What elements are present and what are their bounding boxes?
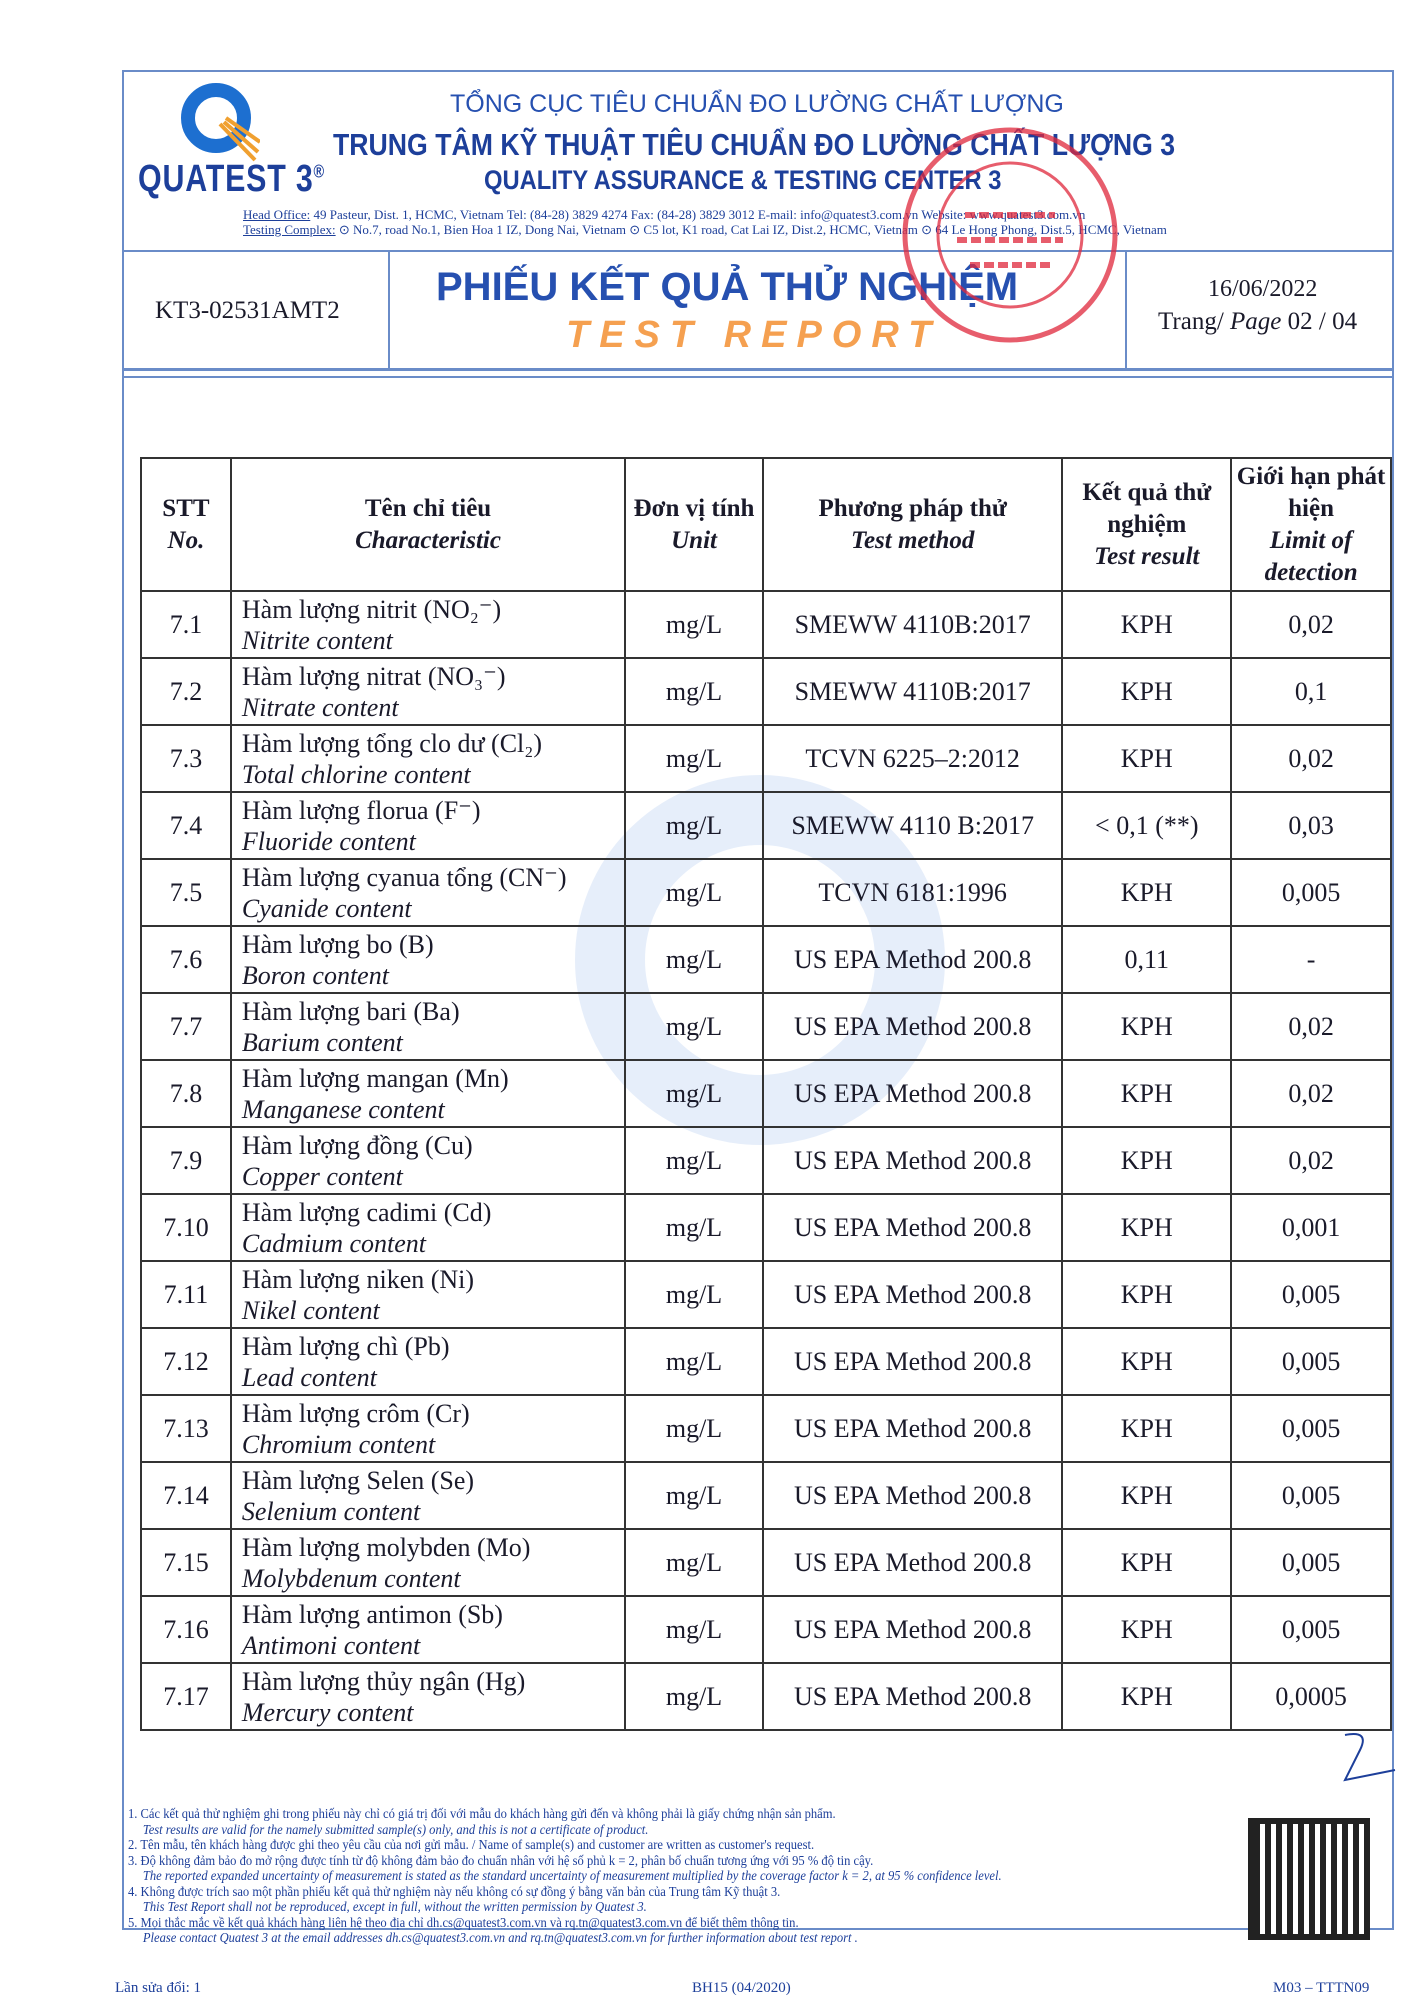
unit: mg/L xyxy=(625,1261,763,1328)
limit-of-detection: 0,001 xyxy=(1231,1194,1391,1261)
results-table xyxy=(140,457,1392,1731)
test-method: US EPA Method 200.8 xyxy=(763,1663,1063,1730)
characteristic: Hàm lượng antimon (Sb) Antimoni content xyxy=(231,1596,625,1663)
test-method: US EPA Method 200.8 xyxy=(763,993,1063,1060)
row-number: 7.6 xyxy=(141,926,231,993)
limit-of-detection: 0,005 xyxy=(1231,1328,1391,1395)
table-row xyxy=(141,1194,1391,1261)
characteristic: Hàm lượng bo (B) Boron content xyxy=(231,926,625,993)
limit-of-detection: 0,005 xyxy=(1231,1261,1391,1328)
unit: mg/L xyxy=(625,1194,763,1261)
limit-of-detection: 0,02 xyxy=(1231,591,1391,658)
characteristic: Hàm lượng tổng clo dư (Cl₂) Total chlorine content xyxy=(231,725,625,792)
table-row xyxy=(141,1127,1391,1194)
doc-code: M03 – TTTN09 xyxy=(1273,1980,1370,1996)
limit-of-detection: 0,005 xyxy=(1231,1596,1391,1663)
row-number: 7.7 xyxy=(141,993,231,1060)
column-header: Tên chỉ tiêu Characteristic xyxy=(231,458,625,591)
note-item: 3. Độ không đảm bảo đo mở rộng được tính từ độ không đảm bảo đo chuẩn nhân với hệ số phủ k = 2, phân bố chuẩn tương ứng với 95 % độ tin cậy. The reported expanded uncertainty of measurement is stated as the standard uncertainty of measurement multiplied by the coverage factor k = 2, at 95 % confidence level. xyxy=(128,1852,1002,1883)
characteristic: Hàm lượng Selen (Se) Selenium content xyxy=(231,1462,625,1529)
test-result: KPH xyxy=(1062,725,1231,792)
org-line2: TRUNG TÂM KỸ THUẬT TIÊU CHUẨN ĐO LƯỜNG CHẤT LƯỢNG 3 xyxy=(333,127,1176,162)
limit-of-detection: 0,005 xyxy=(1231,1529,1391,1596)
title-en: TEST REPORT xyxy=(566,314,942,356)
unit: mg/L xyxy=(625,859,763,926)
test-result: KPH xyxy=(1062,1261,1231,1328)
limit-of-detection: - xyxy=(1231,926,1391,993)
test-method: US EPA Method 200.8 xyxy=(763,926,1063,993)
characteristic: Hàm lượng chì (Pb) Lead content xyxy=(231,1328,625,1395)
stamp-icon xyxy=(895,120,1125,350)
qr-code xyxy=(1248,1818,1370,1940)
note-item: 4. Không được trích sao một phần phiếu kết quả thử nghiệm này nếu không có sự đồng ý bằng văn bản của Trung tâm Kỹ thuật 3. This Test Report shall not be reproduced, except in full, without the written permission by Quatest 3. xyxy=(128,1883,781,1914)
column-header: Kết quả thử nghiệm Test result xyxy=(1062,458,1231,591)
characteristic: Hàm lượng molybden (Mo) Molybdenum content xyxy=(231,1529,625,1596)
table-row xyxy=(141,859,1391,926)
characteristic: Hàm lượng cadimi (Cd) Cadmium content xyxy=(231,1194,625,1261)
table-row xyxy=(141,1395,1391,1462)
limit-of-detection: 0,03 xyxy=(1231,792,1391,859)
table-row xyxy=(141,725,1391,792)
table-row xyxy=(141,926,1391,993)
unit: mg/L xyxy=(625,1127,763,1194)
row-number: 7.9 xyxy=(141,1127,231,1194)
column-header: Đơn vị tính Unit xyxy=(625,458,763,591)
table-row xyxy=(141,591,1391,658)
test-method: TCVN 6181:1996 xyxy=(763,859,1063,926)
row-number: 7.11 xyxy=(141,1261,231,1328)
test-result: KPH xyxy=(1062,658,1231,725)
unit: mg/L xyxy=(625,1328,763,1395)
title-vn: PHIẾU KẾT QUẢ THỬ NGHIỆM xyxy=(436,265,1019,309)
test-method: US EPA Method 200.8 xyxy=(763,1328,1063,1395)
test-result: KPH xyxy=(1062,1194,1231,1261)
test-method: TCVN 6225–2:2012 xyxy=(763,725,1063,792)
report-code: KT3-02531AMT2 xyxy=(155,297,340,324)
test-result: KPH xyxy=(1062,1663,1231,1730)
unit: mg/L xyxy=(625,1663,763,1730)
row-number: 7.15 xyxy=(141,1529,231,1596)
revision: Lần sửa đổi: 1 xyxy=(115,1980,202,1996)
note-item: 5. Mọi thắc mắc về kết quả khách hàng liên hệ theo địa chỉ dh.cs@quatest3.com.vn và rq.tn@quatest3.com.vn để biết thêm thông tin. Please contact Quatest 3 at the email addresses dh.cs@quatest3.com.vn and rq.tn@quatest3.com.vn for further information about test report . xyxy=(128,1914,858,1945)
limit-of-detection: 0,02 xyxy=(1231,725,1391,792)
test-method: US EPA Method 200.8 xyxy=(763,1127,1063,1194)
test-method: US EPA Method 200.8 xyxy=(763,1194,1063,1261)
unit: mg/L xyxy=(625,591,763,658)
row-number: 7.4 xyxy=(141,792,231,859)
note-item: 2. Tên mẫu, tên khách hàng được ghi theo yêu cầu của nơi gửi mẫu. / Name of sample(s) and customer are written as customer's request. xyxy=(128,1837,815,1852)
characteristic: Hàm lượng crôm (Cr) Chromium content xyxy=(231,1395,625,1462)
characteristic: Hàm lượng florua (F⁻) Fluoride content xyxy=(231,792,625,859)
unit: mg/L xyxy=(625,926,763,993)
unit: mg/L xyxy=(625,792,763,859)
test-result: KPH xyxy=(1062,591,1231,658)
form-code: BH15 (04/2020) xyxy=(692,1980,791,1996)
unit: mg/L xyxy=(625,1060,763,1127)
divider xyxy=(1125,250,1127,368)
row-number: 7.3 xyxy=(141,725,231,792)
test-method: US EPA Method 200.8 xyxy=(763,1395,1063,1462)
unit: mg/L xyxy=(625,658,763,725)
table-row xyxy=(141,1529,1391,1596)
logo-text: QUATEST 3® xyxy=(138,158,325,200)
column-header: Giới hạn phát hiện Limit of detection xyxy=(1231,458,1391,591)
limit-of-detection: 0,0005 xyxy=(1231,1663,1391,1730)
limit-of-detection: 0,02 xyxy=(1231,993,1391,1060)
test-result: KPH xyxy=(1062,859,1231,926)
row-number: 7.8 xyxy=(141,1060,231,1127)
unit: mg/L xyxy=(625,1462,763,1529)
test-method: US EPA Method 200.8 xyxy=(763,1462,1063,1529)
divider xyxy=(388,250,390,368)
characteristic: Hàm lượng đồng (Cu) Copper content xyxy=(231,1127,625,1194)
table-row xyxy=(141,1462,1391,1529)
limit-of-detection: 0,1 xyxy=(1231,658,1391,725)
page-number: Trang/ Page 02 / 04 xyxy=(1158,308,1358,335)
row-number: 7.17 xyxy=(141,1663,231,1730)
org-line3: QUALITY ASSURANCE & TESTING CENTER 3 xyxy=(484,165,1002,195)
signature-mark xyxy=(1340,1730,1400,1790)
characteristic: Hàm lượng mangan (Mn) Manganese content xyxy=(231,1060,625,1127)
test-method: US EPA Method 200.8 xyxy=(763,1596,1063,1663)
table-row xyxy=(141,1663,1391,1730)
test-result: < 0,1 (**) xyxy=(1062,792,1231,859)
divider xyxy=(122,250,1394,252)
test-method: SMEWW 4110B:2017 xyxy=(763,658,1063,725)
test-result: KPH xyxy=(1062,1060,1231,1127)
column-header: STT No. xyxy=(141,458,231,591)
unit: mg/L xyxy=(625,993,763,1060)
row-number: 7.16 xyxy=(141,1596,231,1663)
test-method: SMEWW 4110 B:2017 xyxy=(763,792,1063,859)
table-row xyxy=(141,792,1391,859)
test-method: US EPA Method 200.8 xyxy=(763,1060,1063,1127)
org-line1: TỔNG CỤC TIÊU CHUẨN ĐO LƯỜNG CHẤT LƯỢNG xyxy=(450,90,1064,118)
report-date: 16/06/2022 xyxy=(1208,276,1318,302)
row-number: 7.5 xyxy=(141,859,231,926)
table-row xyxy=(141,1060,1391,1127)
unit: mg/L xyxy=(625,725,763,792)
characteristic: Hàm lượng niken (Ni) Nikel content xyxy=(231,1261,625,1328)
test-result: KPH xyxy=(1062,1529,1231,1596)
test-result: 0,11 xyxy=(1062,926,1231,993)
test-result: KPH xyxy=(1062,993,1231,1060)
unit: mg/L xyxy=(625,1395,763,1462)
test-result: KPH xyxy=(1062,1462,1231,1529)
test-method: SMEWW 4110B:2017 xyxy=(763,591,1063,658)
head-office: Head Office: 49 Pasteur, Dist. 1, HCMC, Vietnam Tel: (84-28) 3829 4274 Fax: (84-28) 3829 3012 E-mail: info@quatest3.com.vn Website: www.quatest3.com.vn xyxy=(243,207,1086,222)
row-number: 7.1 xyxy=(141,591,231,658)
note-item: 1. Các kết quả thử nghiệm ghi trong phiếu này chỉ có giá trị đối với mẫu do khách hàng gửi đến và không phải là giấy chứng nhận sản phẩm. Test results are valid for the namely submitted sample(s) only, and this is not a certificate of product. xyxy=(128,1806,836,1837)
limit-of-detection: 0,005 xyxy=(1231,1395,1391,1462)
row-number: 7.10 xyxy=(141,1194,231,1261)
test-result: KPH xyxy=(1062,1596,1231,1663)
test-method: US EPA Method 200.8 xyxy=(763,1261,1063,1328)
unit: mg/L xyxy=(625,1529,763,1596)
row-number: 7.14 xyxy=(141,1462,231,1529)
limit-of-detection: 0,005 xyxy=(1231,859,1391,926)
characteristic: Hàm lượng thủy ngân (Hg) Mercury content xyxy=(231,1663,625,1730)
limit-of-detection: 0,005 xyxy=(1231,1462,1391,1529)
limit-of-detection: 0,02 xyxy=(1231,1060,1391,1127)
divider xyxy=(122,376,1394,378)
characteristic: Hàm lượng nitrit (NO₂⁻) Nitrite content xyxy=(231,591,625,658)
unit: mg/L xyxy=(625,1596,763,1663)
table-row xyxy=(141,1261,1391,1328)
divider xyxy=(122,368,1394,371)
row-number: 7.12 xyxy=(141,1328,231,1395)
characteristic: Hàm lượng nitrat (NO₃⁻) Nitrate content xyxy=(231,658,625,725)
limit-of-detection: 0,02 xyxy=(1231,1127,1391,1194)
test-result: KPH xyxy=(1062,1127,1231,1194)
row-number: 7.2 xyxy=(141,658,231,725)
table-row xyxy=(141,658,1391,725)
table-row xyxy=(141,1596,1391,1663)
logo-icon xyxy=(180,82,260,162)
testing-complex: Testing Complex: ⊙ No.7, road No.1, Bien Hoa 1 IZ, Dong Nai, Vietnam ⊙ C5 lot, K1 road, Cat Lai IZ, Dist.2, HCMC, Vietnam ⊙ 64 Le Hong Phong, Dist.5, HCMC, Vietnam xyxy=(243,222,1167,237)
row-number: 7.13 xyxy=(141,1395,231,1462)
column-header: Phương pháp thử Test method xyxy=(763,458,1063,591)
characteristic: Hàm lượng cyanua tổng (CN⁻) Cyanide content xyxy=(231,859,625,926)
table-row xyxy=(141,1328,1391,1395)
table-row xyxy=(141,993,1391,1060)
test-result: KPH xyxy=(1062,1328,1231,1395)
notes xyxy=(128,1806,1002,1946)
characteristic: Hàm lượng bari (Ba) Barium content xyxy=(231,993,625,1060)
test-method: US EPA Method 200.8 xyxy=(763,1529,1063,1596)
test-result: KPH xyxy=(1062,1395,1231,1462)
